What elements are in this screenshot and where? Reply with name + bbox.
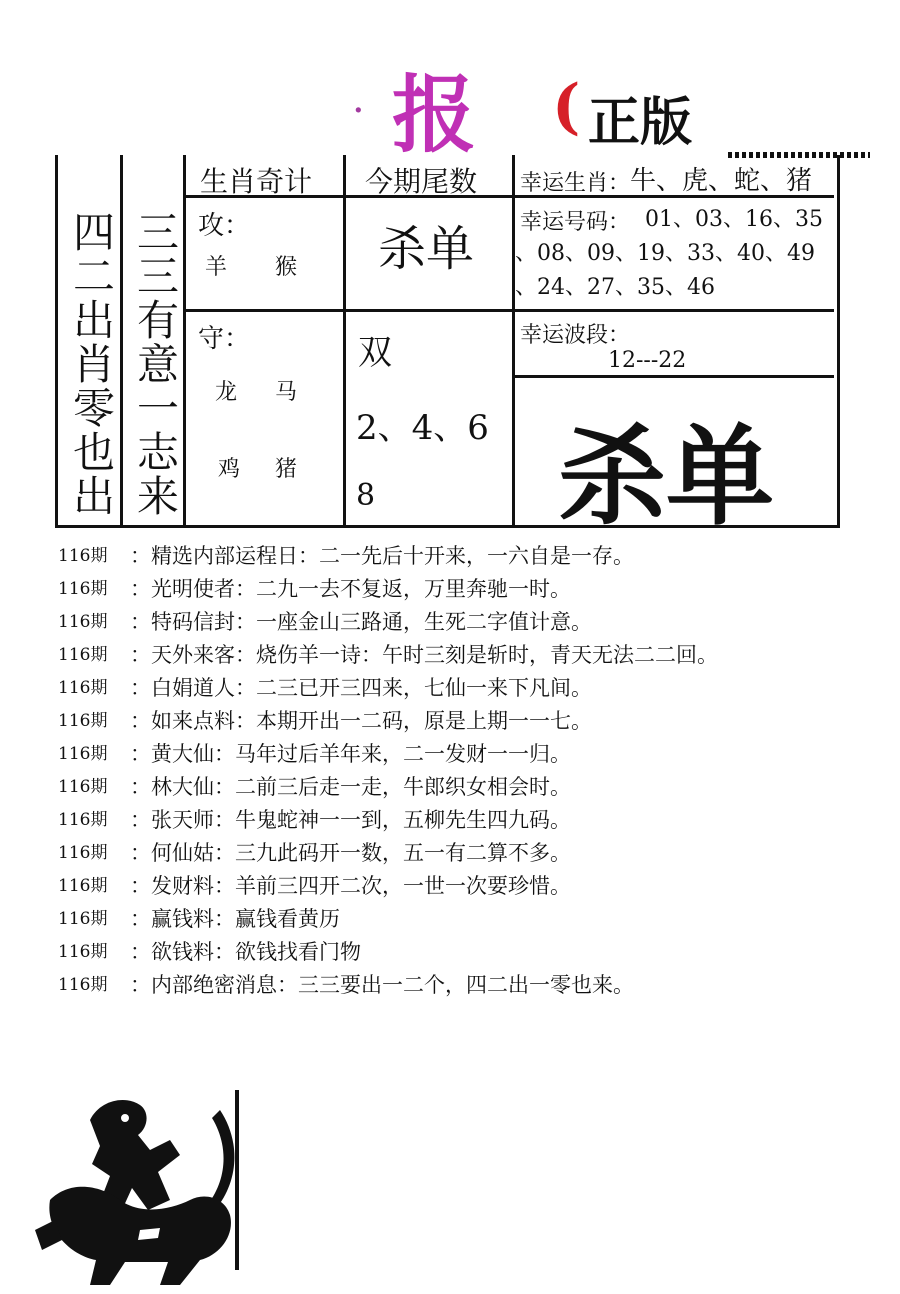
issue-number: 116期 [58,942,108,962]
list-item: 116期 ： 张天师 ： 牛鬼蛇神一一到，五柳先生四九码。 [58,804,878,837]
item-content: 牛鬼蛇神一一到，五柳先生四九码。 [235,808,571,832]
item-label: 精选内部运程日 [151,544,298,568]
list-item: 116期 ： 特码信封 ： 一座金山三路通，生死二字值计意。 [58,606,878,639]
left-column-1: 四二出肖零也出 [67,210,116,518]
item-label: 发财料 [151,874,214,898]
item-label: 如来点料 [151,709,235,733]
list-item: 116期 ： 天外来客 ： 烧伤羊一诗：午时三刻是斩时，青天无法二二回。 [58,639,878,672]
head-tail: 今期尾数 [365,165,478,198]
divider-v4 [512,155,515,527]
defend-4: 猪 [275,457,298,482]
prediction-list [58,540,878,1002]
issue-number: 116期 [58,909,108,929]
issue-number: 116期 [58,711,108,731]
item-label: 天外来客 [151,643,235,667]
issue-number: 116期 [58,843,108,863]
wave-label: 幸运波段： [520,323,631,348]
defend-1: 龙 [215,380,238,405]
issue-number: 116期 [58,876,108,896]
issue-number: 116期 [58,612,108,632]
defend-label: 守： [198,324,251,354]
divider-h2 [183,309,834,312]
list-item: 116期 ： 何仙姑 ： 三九此码开一数，五一有二算不多。 [58,837,878,870]
list-item: 116期 ： 发财料 ： 羊前三四开二次，一世一次要珍惜。 [58,870,878,903]
issue-number: 116期 [58,975,108,995]
list-item: 116期 ： 欲钱料 ： 欲钱找看门物 [58,936,878,969]
divider-h3 [512,375,834,378]
item-content: 三三要出一二个，四二出一零也来。 [298,973,634,997]
item-content: 三九此码开一数，五一有二算不多。 [235,841,571,865]
issue-number: 116期 [58,678,108,698]
attack-label: 攻： [198,211,251,241]
item-content: 欲钱找看门物 [235,940,361,964]
item-content: 赢钱看黄历 [235,907,340,931]
item-label: 张天师 [151,808,214,832]
item-content: 羊前三四开二次，一世一次要珍惜。 [235,874,571,898]
list-item: 116期 ： 白娟道人 ： 二三已开三四来，七仙一来下凡间。 [58,672,878,705]
kill-single-1: 杀单 [378,221,475,277]
tail-digit-last: 8 [356,478,376,513]
lucky-numbers-label: 幸运号码： [520,210,631,235]
item-label: 内部绝密消息 [151,973,277,997]
item-label: 林大仙 [151,775,214,799]
issue-number: 116期 [58,645,108,665]
kill-single-2: 杀单 [558,414,775,540]
tail-digits: 2、4、6 [356,408,489,448]
list-item: 116期 ： 如来点料 ： 本期开出一二码，原是上期一一七。 [58,705,878,738]
lucky-numbers-row3: 、24、27、35、46 [515,275,715,300]
issue-number: 116期 [58,744,108,764]
item-content: 马年过后羊年来，二一发财一一归。 [235,742,571,766]
list-item: 116期 ： 黄大仙 ： 马年过后羊年来，二一发财一一归。 [58,738,878,771]
divider-v3 [343,155,346,527]
defend-2: 马 [275,380,298,405]
item-content: 烧伤羊一诗：午时三刻是斩时，青天无法二二回。 [256,643,718,667]
item-label: 光明使者 [151,577,235,601]
lucky-zodiac-label: 幸运生肖： [520,171,631,196]
header-subtitle: 正版 [588,92,693,153]
item-label: 特码信封 [151,610,235,634]
item-content: 本期开出一二码，原是上期一一七。 [256,709,592,733]
divider-v2 [183,155,186,527]
attack-2: 猴 [275,255,298,280]
item-label: 欲钱料 [151,940,214,964]
attack-1: 羊 [205,255,228,280]
issue-number: 116期 [58,777,108,797]
item-content: 二九一去不复返，万里奔驰一时。 [256,577,571,601]
item-label: 赢钱料 [151,907,214,931]
issue-number: 116期 [58,579,108,599]
lucky-numbers-row2: 、08、09、19、33、40、49 [515,241,815,266]
header-paren: ( [552,72,581,142]
tail-parity: 双 [358,333,392,373]
list-item: 116期 ： 精选内部运程日 ： 二一先后十开来，一六自是一存。 [58,540,878,573]
archer-illustration [30,1080,250,1290]
defend-3: 鸡 [218,457,241,482]
header-dot: · [352,88,365,134]
item-content: 二前三后走一走，牛郎织女相会时。 [235,775,571,799]
list-item: 116期 ： 赢钱料 ： 赢钱看黄历 [58,903,878,936]
header-title: 报 [392,65,479,164]
item-content: 一座金山三路通，生死二字值计意。 [256,610,592,634]
lucky-zodiac-value: 牛、虎、蛇、猪 [630,166,813,196]
wave-value: 12---22 [608,348,687,373]
lucky-numbers-row1: 01、03、16、35 [645,207,823,232]
list-item: 116期 ： 林大仙 ： 二前三后走一走，牛郎织女相会时。 [58,771,878,804]
item-label: 何仙姑 [151,841,214,865]
left-column-2: 三三有意一志来 [131,210,180,518]
divider-v1 [120,155,123,527]
head-zodiac: 生肖奇计 [200,165,313,198]
item-label: 黄大仙 [151,742,214,766]
item-content: 二三已开三四来，七仙一来下凡间。 [256,676,592,700]
item-label: 白娟道人 [151,676,235,700]
list-item: 116期 ： 内部绝密消息 ： 三三要出一二个，四二出一零也来。 [58,969,878,1002]
item-content: 二一先后十开来，一六自是一存。 [319,544,634,568]
list-item: 116期 ： 光明使者 ： 二九一去不复返，万里奔驰一时。 [58,573,878,606]
issue-number: 116期 [58,810,108,830]
issue-number: 116期 [58,546,108,566]
